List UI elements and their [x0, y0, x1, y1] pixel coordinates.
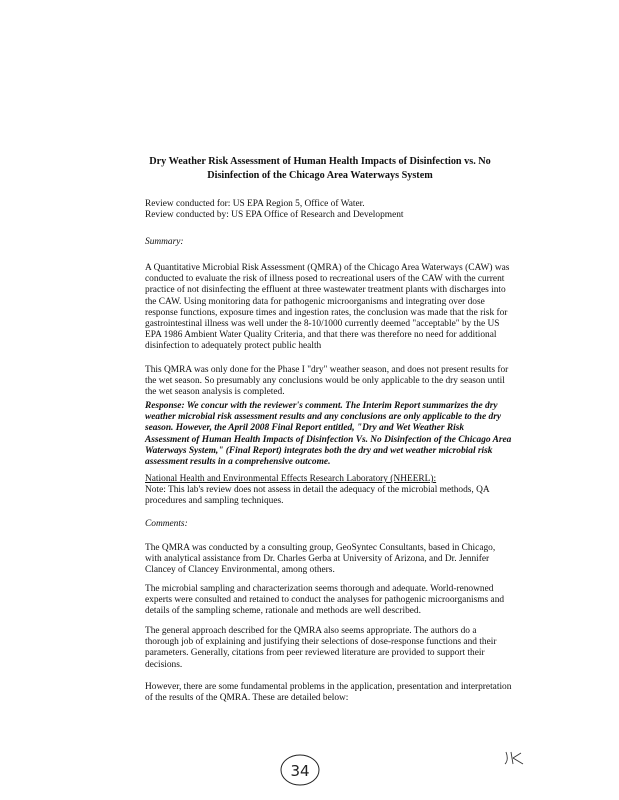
consultants-paragraph [145, 543, 530, 577]
document-title [110, 155, 530, 183]
text-line: procedures and sampling techniques. [145, 496, 284, 507]
text-line: EPA 1986 Ambient Water Quality Criteria, and that there was therefore no need for additional [145, 330, 497, 341]
text-line: Disinfection of the Chicago Area Waterways System [207, 170, 433, 181]
text-line: This QMRA was only done for the Phase I "dry" weather season, and does not present results for [145, 365, 509, 375]
text-line: experts were consulted and retained to conduct the analyses for pathogenic microorganisms and [145, 595, 505, 606]
comments-heading [145, 519, 530, 530]
text-line: season. However, the April 2008 Final Report entitled, "Dry and Wet Weather Risk [145, 423, 465, 434]
text-line: A Quantitative Microbial Risk Assessment (QMRA) of the Chicago Area Waterways (CAW) was [145, 263, 510, 273]
text-line: Comments: [145, 519, 188, 529]
response-paragraph [145, 401, 530, 468]
text-line: Review conducted by: US EPA Office of Research and Development [145, 210, 404, 221]
summary-heading [145, 237, 530, 248]
handwritten-initials [500, 748, 530, 770]
text-line: Review conducted for: US EPA Region 5, Office of Water. [145, 199, 365, 209]
text-line: the wet season. So presumably any conclusions would be only applicable to the dry season until [145, 376, 505, 387]
text-line: conducted to evaluate the risk of illness posed to recreational users of the CAW with the current [145, 274, 505, 285]
text-line: National Health and Environmental Effects Research Laboratory (NHEERL): [145, 474, 437, 484]
text-line: disinfection to adequately protect public health [145, 341, 322, 352]
text-line: of the results of the QMRA. These are detailed below: [145, 693, 349, 704]
nheerl-heading [145, 474, 530, 485]
summary-paragraph [145, 263, 530, 353]
text-line: details of the sampling scheme, rationale and methods are well described. [145, 606, 421, 617]
text-line: assessment results in a comprehensive outcome. [145, 457, 331, 468]
review-info [145, 199, 530, 221]
text-line: weather microbial risk assessment results and any conclusions are only applicable to the dry [145, 412, 502, 423]
text-line: the wet season analysis is completed. [145, 387, 285, 398]
text-line: thorough job of explaining and justifying their selections of dose-response functions and their [145, 637, 497, 648]
text-line: practice of not disinfecting the effluent at three wastewater treatment plants with discharges into [145, 285, 506, 296]
text-line: Response: We concur with the reviewer's comment. The Interim Report summarizes the dry [145, 401, 498, 411]
text-line: Assessment of Human Health Impacts of Disinfection Vs. No Disinfection of the Chicago Area [145, 434, 512, 445]
text-line: The microbial sampling and characterization seems thorough and adequate. World-renowned [145, 584, 494, 594]
circled-page-number [278, 752, 322, 788]
text-line: Clancey of Clancey Environmental, among others. [145, 565, 335, 576]
text-line: Note: This lab's review does not assess in detail the adequacy of the microbial methods, QA [145, 485, 490, 495]
text-line: The QMRA was conducted by a consulting group, GeoSyntec Consultants, based in Chicago, [145, 543, 496, 553]
text-line: response functions, exposure times and ingestion rates, the conclusion was made that the risk for [145, 307, 508, 318]
problems-paragraph [145, 682, 530, 704]
text-line: Waterways System," (Final Report) integrates both the dry and wet weather microbial risk [145, 445, 493, 456]
page-number: 34 [290, 762, 310, 780]
text-line: Summary: [145, 237, 184, 247]
text-line: the CAW. Using monitoring data for pathogenic microorganisms and integrating over dose [145, 296, 485, 307]
nheerl-note [145, 485, 530, 507]
text-line: However, there are some fundamental problems in the application, presentation and interpretation [145, 682, 512, 692]
dry-season-paragraph [145, 365, 530, 399]
text-line: The general approach described for the QMRA also seems appropriate. The authors do a [145, 626, 477, 636]
text-line: with analytical assistance from Dr. Charles Gerba at University of Arizona, and Dr. Jennifer [145, 554, 490, 565]
text-line: parameters. Generally, citations from peer reviewed literature are provided to support their [145, 648, 485, 659]
text-line: Dry Weather Risk Assessment of Human Health Impacts of Disinfection vs. No [149, 156, 491, 167]
approach-paragraph [145, 626, 530, 671]
text-line: decisions. [145, 659, 183, 670]
sampling-paragraph [145, 584, 530, 618]
text-line: gastrointestinal illness was well under the 8-10/1000 currently deemed "acceptable" by the US [145, 319, 500, 330]
